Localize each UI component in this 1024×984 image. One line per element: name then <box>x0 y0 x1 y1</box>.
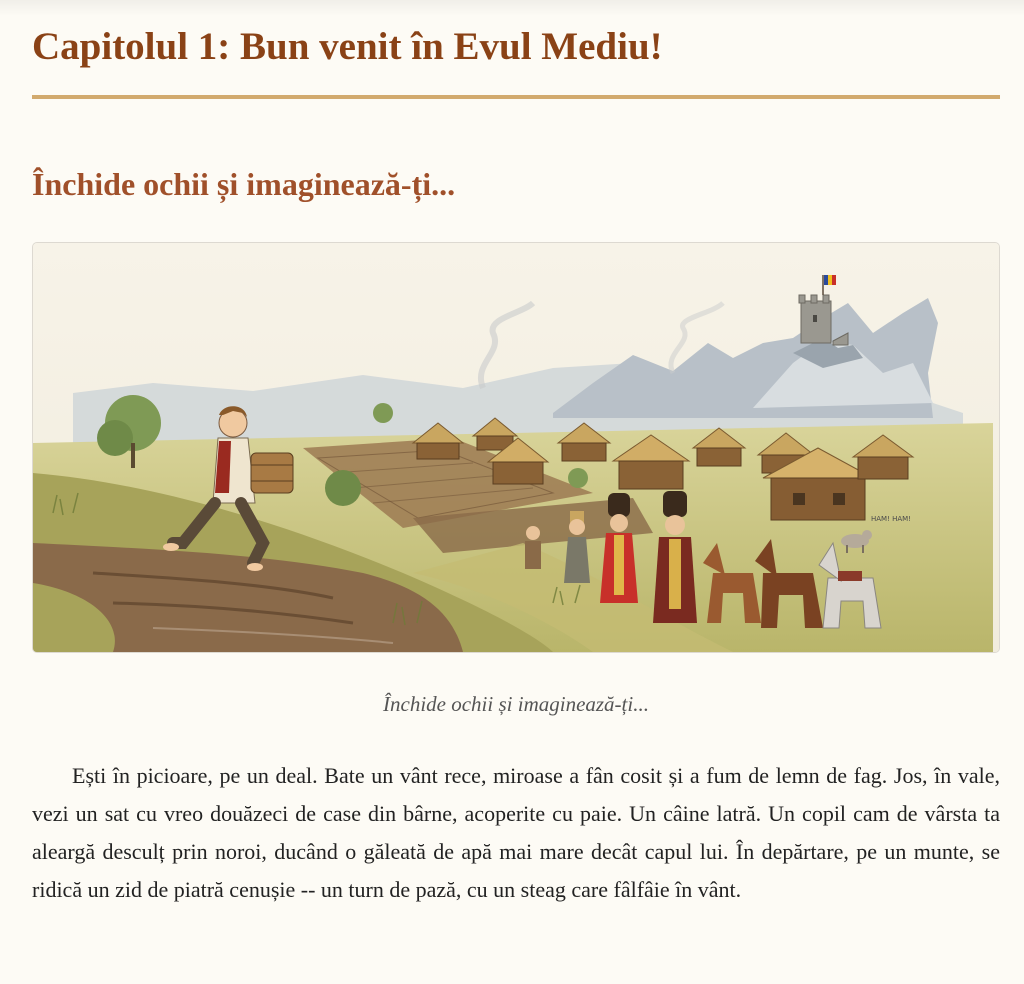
section-title: Închide ochii și imaginează-ți... <box>32 166 456 202</box>
flag-icon <box>824 275 836 285</box>
figure-caption: Închide ochii și imaginează-ți... <box>383 692 649 716</box>
top-shadow <box>0 0 1024 16</box>
title-divider <box>32 95 1000 99</box>
body-paragraph: Ești în picioare, pe un deal. Bate un vânt rece, miroase a fân cosit și a fum de lemn de fag. Jos, în vale, vezi un sat cu vreo douăzeci de case din bârne, acoperite cu paie. Un câine latră. Un copil cam de vârsta ta aleargă desculț prin noroi, ducând o găleată de apă mai mare decât capul lui. În depărtare, pe un munte, se ridică un zid de piatră cenușie -- un turn de pază, cu un steag care fâlfâie în vânt. <box>32 763 1000 902</box>
chapter-title: Capitolul 1: Bun venit în Evul Mediu! <box>32 25 663 68</box>
medieval-village-illustration <box>33 243 999 652</box>
dog-bark-text: HAM! HAM! <box>871 515 912 523</box>
illustration-frame <box>32 242 1000 653</box>
